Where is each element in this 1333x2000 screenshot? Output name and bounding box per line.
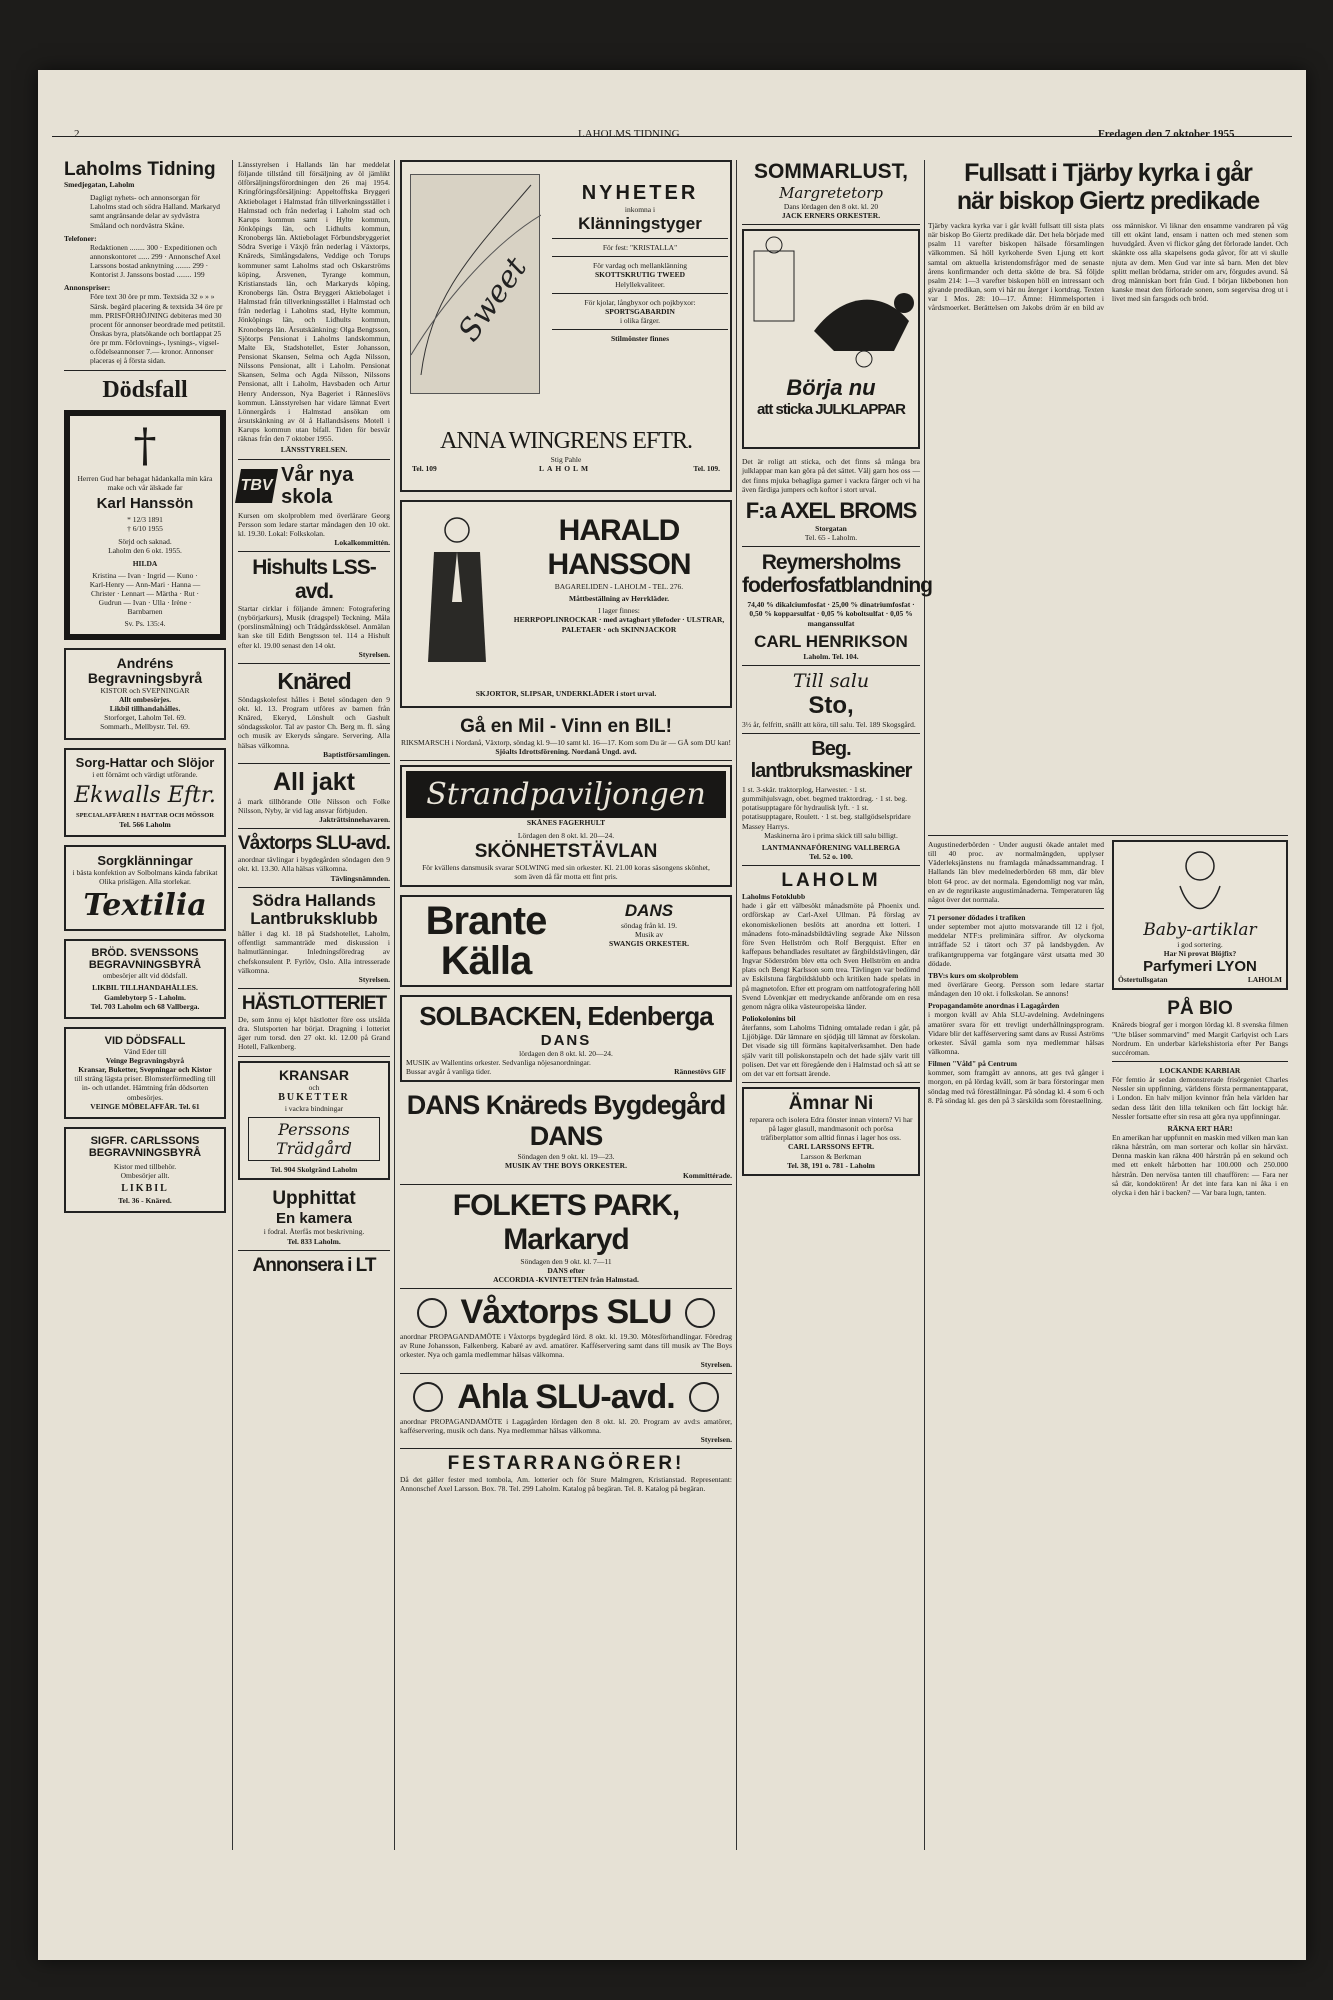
svg-text:Sweet: Sweet — [451, 251, 535, 348]
solbacken-ad — [400, 995, 732, 1082]
kransar-line: KRANSAR — [279, 1066, 349, 1083]
laholm-heading: LAHOLM — [781, 870, 881, 892]
nyheter-skotsk: SKOTTSKRUTIG TWEED — [594, 270, 686, 280]
fotoklubb-text: hade i går ett välbesökt månadsmöte på Phoenix und. ordförskap av Carl-Axel Ullman. På förslag av ekonomiskelionen beslöts att anordna ett lotteri. I månadens foto-månadsbildtävling segrade Åke Nilsson före Sven Hellström och Rolf Bergquist. Efter en kaffepaus behandlades resultatet av färgbildstävlingen, där Ingvar Söderström blev etta och Sven Hellström en andra plats och Bengt Karlsson som trea. Tävlingen var bedömd av Eskilstuna färgbildsklubb och kritiken hade spelats in på magnetofon. Efter ett program om nattfotografering höll Svend Lövenkjær ett medryckande anförande om en resa genom några olika västeuropeiska länder. — [742, 901, 920, 1011]
film-brief-text: kommer, som framgått av annons, att ges två gånger i morgon, en på lördag kväll, som är bara förstoringar men söndag med två föreställningar. På söndag kl. 4 som 6 och 8. På söndag kl. ges den på 3 särskilda som förestaellning. — [928, 1068, 1104, 1105]
hishults-text: Startar cirklar i följande ämnen: Fotografering (nybörjarkurs), Musik (dragspel) Teckning. Måla (porslinsmålning) och Trädgårdsskötsel. Anmälan kan ske till Edith Bengtsson tel. 114 a Hishult efter kl. 19.00 senast den 14 okt. — [238, 604, 390, 650]
amnar-ni-title: Ämnar Ni — [788, 1092, 874, 1114]
vaxtorps-avd-title: Våxtorps SLU-avd. — [238, 833, 390, 855]
reymersholms-title: Reymersholms foderfosfatblandning — [742, 551, 932, 598]
lyon-store: Parfymeri LYON — [1143, 958, 1257, 976]
vaxtorps-avd-text: anordnar tävlingar i bygdegården söndagen den 9 okt. kl. 13.30. Alla hälsas välkomna. — [238, 855, 390, 874]
ad-carlssons-line: Ombesörjer allt. — [120, 1170, 170, 1180]
strandpaviljongen-title: SKÖNHETSTÄVLAN — [474, 840, 658, 862]
upphittat-tel: Tel. 833 Laholm. — [287, 1236, 341, 1246]
sommarlust-dans: Dans lördagen den 8 okt. kl. 20 — [783, 202, 879, 211]
nyheter-helylle: Helyllekvaliteer. — [615, 279, 665, 289]
nyheter-ad — [400, 160, 732, 492]
reymersholms-ad — [742, 551, 932, 661]
sommarlust-sub: Margretetorp — [779, 184, 883, 202]
hastlotteriet-title: HÄSTLOTTERIET — [241, 992, 387, 1014]
brante-kalla-when: söndag från kl. 19. — [620, 920, 678, 930]
festarrangorer-text: Då det gäller fester med tombola, Am. lotterier och för Sture Malmgren, Kristianstad. Representant: Annonschef Axel Larsson. Box. 78. Tel. 299 Laholm. Katalog på begäran. Tel. 8. Katalog på begäran. — [400, 1475, 732, 1494]
paper-name: LAHOLMS TIDNING — [578, 128, 680, 140]
sodra-title: Södra Hallands Lantbruksklubb — [250, 890, 378, 929]
strandpaviljongen-logo: Strandpaviljongen — [406, 771, 726, 818]
slu-emblem-icon — [417, 1298, 447, 1328]
sommarlust-band: JACK ERNERS ORKESTER. — [781, 211, 881, 221]
column-rule — [232, 160, 233, 1850]
solbacken-signature: Rännestövs GIF — [674, 1067, 726, 1077]
kransar-line: i vackra bindningar — [284, 1104, 344, 1114]
festarrangorer-ad — [400, 1453, 732, 1493]
tbv-logo-icon: TBV — [235, 469, 278, 503]
riksmarsch-signature: Sjöalts Idrottsförening. Nordanå Ungd. avd. — [495, 747, 637, 757]
lyon-address: Östertullsgatan — [1118, 975, 1168, 985]
column-rule — [736, 160, 737, 1850]
amnar-ni-tel: Tel. 38, 191 o. 781 - Laholm — [787, 1160, 875, 1170]
family-list: Kristina — Ivan · Ingrid — Kuno · Karl-Henry — Ann-Mari · Hanna — Christer · Lennart — Märtha · Rut · Gudrun — Ivan · Ulla · Irène · Barnbarnen — [89, 570, 201, 617]
column-1 — [64, 160, 226, 1221]
propaganda-brief-title: Propagandamöte anordnas i Lagagården — [928, 1001, 1060, 1011]
axel-broms-addr: Storgatan — [815, 523, 847, 533]
giertz-article: Tjärby vackra kyrka var i går kväll fullsatt till sista plats när biskop Bo Giertz predikade där. Det hela började med psalm 11 varefter biskopen hälsade församlingen välkommen. Så höll kyrkoherde Sven Ljung ett kort samtal om aktuella kristendomsfrågor med de senaste årens konfirmander och detta skötte de bra. Så följde psalm 214: 1—3 varefter biskopen höll en intressant och givande predikan, som vi här nu återger i kortdrag. Texten var 1 Mos. 28: 10—17. Ämne: Himmelsporten i vårdsmoerket. Berättelsen om Jakobs dröm är en bild av oss människor. Vi liknar den ensamme vandraren på väg till ett okänt land, ensam i natten och med stenen som huvudgård. Även vi flickor gång det förlorade landet. Och skänkte oss alla skapelsens goda gåvor, för att vi skulle njuta av dem. Men Gud var inte så barn. Men det blev splitt mellan brödarna, strider om arv, förgudes avund. Så drog människan bort från Gud. I början likbebonen hon kanske meat den förlorade sonen, som segervisa drog ut i livet med sin farsgods och bröd. — [928, 221, 1288, 313]
alljakt-title: All jakt — [273, 767, 355, 796]
knareds-bygdegard-music: MUSIK AV THE BOYS ORKESTER. — [505, 1161, 627, 1171]
ad-andrens-line: Likbil tillhandahålles. — [109, 704, 181, 714]
ad-svenssons — [64, 939, 226, 1019]
died-date: † 6/10 1955 — [127, 524, 163, 534]
tbv-brief-text: med överlärare Georg. Persson som ledare startar måndagen den 10 okt. i folkskolan. Se annons! — [928, 979, 1104, 999]
column-4 — [742, 160, 932, 1184]
ad-svenssons-line: LIKBIL TILLHANDAHÅLLES. — [92, 983, 198, 993]
axel-broms-title: F:a AXEL BROMS — [745, 497, 917, 523]
tbv-brief-title: TBV:s kurs om skolproblem — [928, 970, 1019, 980]
ad-sorghattar-line: i ett förnämt och värdigt utförande. — [92, 769, 198, 779]
pabio-title: PÅ BIO — [1167, 998, 1233, 1020]
prices-label: Annonspriser: — [64, 283, 111, 293]
harald-hansson-footer: SKJORTOR, SLIPSAR, UNDERKLÄDER i stort urval. — [475, 688, 657, 698]
header-rule — [52, 136, 1292, 137]
anna-wingrens-tel: Tel. 109. — [693, 464, 720, 474]
ad-veinge-line: Veinge Begravningsbyrå — [105, 1056, 185, 1065]
ad-andrens-name: Andréns Begravningsbyrå — [87, 655, 203, 687]
ad-andrens-line: Sommarh., Mellbystr. Tel. 69. — [100, 722, 190, 732]
ad-svenssons-line: Tel. 703 Laholm och 68 Vallberga. — [90, 1001, 200, 1011]
solbacken-title: SOLBACKEN, Edenberga — [419, 1000, 713, 1031]
traffic-deaths-title: 71 personer dödades i trafiken — [928, 912, 1026, 922]
brante-kalla-ad — [400, 895, 732, 987]
baby-ad — [1112, 840, 1288, 990]
slu-emblem-icon — [413, 1382, 443, 1412]
news-briefs-left — [928, 840, 1104, 1197]
fotoklubb-title: Laholms Fotoklubb — [742, 892, 806, 902]
main-headline-2: när biskop Giertz predikade — [956, 186, 1260, 215]
ad-svenssons-name: BRÖD. SVENSSONS BEGRAVNINGSBYRÅ — [88, 947, 202, 972]
harald-hansson-title: HARALD HANSSON — [547, 514, 691, 581]
amnar-ni-owner: Larsson & Berkman — [800, 1151, 862, 1161]
traffic-deaths-text: under september mot ajutto motsvarande till 12 i fjol, meddelar NTF:s preliminära siffror. Av olyckorna inträffade 52 i tätort och 37 på landsbygden. Av trafikantgrupperna var fotgängare värst utsatta med 30 dödade. — [928, 922, 1104, 968]
ekwalls-logo: Ekwalls Eftr. — [74, 782, 216, 808]
knareds-bygdegard-title: DANS Knäreds Bygdegård DANS — [406, 1090, 726, 1152]
nyheter-sports: SPORTSGABARDIN — [605, 306, 675, 316]
nyheter-title: NYHETER — [581, 182, 699, 204]
ad-svenssons-line: Gamlebytorp 5 - Laholm. — [104, 992, 186, 1002]
lyon-city: LAHOLM — [1247, 975, 1282, 985]
ahla-slu-signature: Styrelsen. — [700, 1434, 732, 1444]
amnar-ni-ad — [742, 1087, 920, 1176]
anna-wingrens-owner: Stig Pahle — [550, 455, 582, 464]
paper-title: Laholms Tidning — [64, 159, 216, 180]
ad-sorghattar — [64, 748, 226, 838]
prices-text: Före text 30 öre pr mm. Textsida 32 » » » Särsk. begärd placering & textsida 34 öre pr mm. PRISFÖRHÖJNING debiteras med 30 procent för annonser beordrade med petitstil. Önskas byra, platsökande och bortlappat 25 öre pr mm. Förlovnings-, lysnings-, vigsel- o.födelseannonser 7.— kronor. Annonser placeras ej å första sidan. — [90, 292, 225, 366]
obituary-heading: Dödsfall — [102, 376, 188, 403]
nyheter-stilmonster: Stilmönster finnes — [611, 334, 669, 344]
death-notice — [64, 410, 226, 641]
ad-andrens — [64, 648, 226, 739]
deceased-name: Karl Hanssön — [96, 494, 194, 512]
propaganda-brief-text: i morgon kväll av Ahla SLU-avdelning. Avdelningens amatörer svara för ett trevligt underhållningsprogram. Vidare blir det kafféservering samt dans av Russi Aströms orkester. Såväl gamla som nya medlemmar hälsas välkomna. — [928, 1010, 1104, 1056]
baby-question: Har Ni provat Blöjfix? — [1163, 949, 1237, 959]
baby-icon — [1140, 846, 1260, 916]
folkets-park-ad — [400, 1189, 732, 1284]
anna-wingrens-tel: Tel. 109 — [412, 464, 437, 474]
ad-sorgklanningar-line: Olika prislägen. Alla storlekar. — [99, 877, 191, 887]
cross-icon: † — [133, 417, 157, 472]
kransar-line: och — [308, 1082, 320, 1092]
riksmarsch-title: Gå en Mil - Vinn en BIL! — [460, 716, 672, 737]
strandpaviljongen-sub: SKÅNES FAGERHULT — [526, 818, 606, 828]
tbv-text: Kursen om skolproblem med överlärare Georg Persson som ledare startar måndagen den 10 okt. kl. 19.30. Lokal: Folkskolan. — [238, 510, 390, 538]
harald-hansson-items: HERRPOPLINROCKAR · med avtagbart yllefoder · ULSTRAR, PALETAER · och SKINNJACKOR — [513, 615, 725, 634]
menswear-figure-icon — [412, 512, 502, 672]
ad-sorgklanningar-name: Sorgklänningar — [97, 853, 193, 869]
brante-kalla-musik: Musik av — [634, 929, 664, 939]
news-briefs-right — [1112, 840, 1288, 1197]
slu-emblem-icon — [685, 1298, 715, 1328]
page-number: 2 — [74, 128, 80, 140]
ad-veinge-line: till sträng lägsta priser. Blomsterförmedling till in- och utlandet. Hämtning från dödsorten ombesörjes. — [74, 1074, 216, 1102]
column-5 — [928, 160, 1288, 1197]
folkets-park-date: Söndagen den 9 okt. kl. 7—11 — [520, 1256, 612, 1266]
ad-sorgklanningar — [64, 845, 226, 931]
vaxtorps-avd-signature: Tävlingsnämnden. — [330, 873, 390, 883]
sodra-text: håller i dag kl. 18 på Stadshotellet, Laholm, offentligt sammanträde med diskussion i halmutlänningar. Inledningsföredrag av chefskonsulent P. Fyrlöv, Oslo. Alla intresserade välkomna. — [238, 929, 390, 975]
widow-name: HILDA — [132, 559, 158, 569]
vaxtorps-slu-ad — [400, 1293, 732, 1369]
paper-address: Smedjegatan, Laholm — [64, 179, 135, 189]
ad-carlssons-line: Tel. 36 - Knäred. — [118, 1195, 172, 1205]
brante-kalla-band: SWANGIS ORKESTER. — [608, 939, 690, 949]
rakna-title: RÄKNA ERT HÅR! — [1167, 1123, 1233, 1133]
solbacken-dans: DANS — [540, 1031, 592, 1049]
column-2 — [238, 160, 390, 1277]
ad-svenssons-line: ombesörjer allt vid dödsfall. — [102, 971, 188, 981]
sorrow-line: Sörjd och saknad. — [118, 537, 172, 547]
sommarlust-ad — [742, 160, 920, 220]
ad-sorgklanningar-line: i bästa konfektion av Solbolmans kända fabrikat — [72, 868, 218, 878]
knitting-cat-icon — [744, 231, 918, 371]
sto-title: Sto, — [808, 691, 854, 719]
annonsera-banner: Annonsera i LT — [252, 1254, 376, 1276]
knared-text: Söndagskolefest hålles i Betel söndagen den 9 okt. kl. 13. Program utföres av barnen från Knäred, Ekeryd, Lönshult och Gashult söndagsskolor. Tal av pastor Ch. Berg m. fl. sång och musik av Ekeryds sångare. Servering. Alla hälsas välkomna. — [238, 694, 390, 750]
sto-text: 3½ år, felfritt, snällt att köra, till salu. Tel. 189 Skogsgård. — [742, 719, 916, 729]
column-3 — [400, 160, 732, 1493]
fabric-illustration — [410, 174, 540, 394]
riksmarsch-text: RIKSMARSCH i Nordanå, Växtorp, söndag kl. 9—10 samt kl. 16—17. Kom som Du är — GÅ som DU kan! — [400, 738, 732, 747]
folkets-park-band: ACCORDIA -KVINTETTEN från Halmstad. — [493, 1274, 639, 1284]
nyheter-vardag: För vardag och mellanklänning — [593, 261, 687, 271]
karbiar-title: LOCKANDE KARBIAR — [1159, 1065, 1241, 1075]
phones-list: Redaktionen ........ 300 · Expeditionen och annonskontoret ...... 299 · Annonschef Axel Larssons bostad anknytning ........ 299 · Kontorist J. Janssons bostad ........ 199 — [90, 242, 221, 280]
upphittat-item: En kamera — [276, 1210, 352, 1228]
polio-title: Poliokolonins bil — [742, 1013, 796, 1023]
brante-kalla-dans: DANS — [624, 900, 674, 920]
lantmannaforening-tel: Tel. 52 o. 100. — [809, 852, 853, 861]
knitting-ad — [742, 229, 920, 449]
phones-label: Telefoner: — [64, 233, 97, 243]
solbacken-musik: MUSIK av Wallentins orkester. Sedvanliga nöjesanordningar. — [406, 1057, 591, 1067]
folkets-park-title: FOLKETS PARK, Markaryd — [452, 1188, 680, 1256]
till-salu-title: Till salu — [792, 669, 870, 692]
harald-hansson-address: BAGARELIDEN - LAHOLM - TEL. 276. — [554, 582, 684, 591]
carl-henrikson-title: CARL HENRIKSON — [754, 631, 908, 651]
ad-carlssons-line: Kistor med tillbehör. — [113, 1161, 177, 1171]
lantbruksmaskiner-note: Maskinerna äro i prima skick till salu billigt. — [764, 830, 898, 840]
nyheter-sub: inkomna i — [624, 205, 656, 214]
knareds-bygdegard-ad — [400, 1090, 732, 1179]
polio-text: återfanns, som Laholms Tidning omtalade redan i går, på Ljjöbjäge. Där lämnare en sjödjäg till lämnat av förskolan. Det visade sig till förmäns kapitalverksamhet. Den hade själv varit till poliskonstapeln och det hade själv varit till polisen. Det var ett föregående den i Halmstad och så att se om det var ett fortsatt ärende. — [742, 1023, 920, 1078]
license-notice: Länsstyrelsen i Hallands län har meddelat följande tillstånd till försäljning av öl jämlikt ölförsäljningsförordningen den 26 maj 1954. Kringföringsförsäljning: Appeltofftska Bryggeri Aktiebolaget i Halmstad från tillverkningsstället i Halmstad och från nederlag i Laholm stad och Karups kommun samt i Hylte kommun, Jönköpings län, och Lidhults kommun, Kronobergs län. Aktiebolaget Förbundsbryggeriet Södra Sverige i Växjö från nederlag i Växtorps, Knäreds, Simlångsdalens, Veddige och Torups kommuner samt Laholms stad och Oskarströms köping, Årsvenen, Tyrange kommun, Kristianstads län, och Markaryds köping, Kronobergs län. Östra Bryggeri Aktiebolaget i Halmstad från tillverkningsstället i Halmstad och från nederlag i Laholms stad, Hylte kommun, Jönköpings län, och Lidhults kommun, Kronobergs län. Årsutskänkning: Olga Bengtsson, Sjötorps Pensionat i Laholms landskommun, Malte Ek, Stadshotellet, Ester Johansson, Pensionat Skansen, Selma och Agda Nilsson, Nilssons Pensionat, allt i Laholm. Pensionat Skansen, Selma och Agda Nilsson, Nilssons Pensionat, allt i Laholm, Havsbaden och Artur Henry Andersson, Nya Bageriet i Ränneslövs kommun. Länsstyrelsen har vidare lämnat Evert Lönnergårds i Halmstad ansökan om årsutskänkning av öl å Hallandsåsens Motell i Karups kommun utan bifall. Tiden för besvär räknas från den 7 oktober 1955. — [238, 160, 390, 444]
ad-carlssons-name: SIGFR. CARLSSONS BEGRAVNINGSBYRÅ — [88, 1134, 202, 1159]
amnar-ni-text: reparera och isolera Edra fönster innan vintern? Vi har på lager glasull, mandmasonit och porösa träfiberplattor som alltid finnas i lager hos oss. — [749, 1114, 913, 1143]
harald-hansson-lager: I lager finnes: — [598, 606, 640, 616]
pabio-text: Knäreds biograf ger i morgon lördag kl. 8 svenska filmen "Ute blåser sommarvind" med Margit Carlqvist och Lars Nordrum. En underbar kärlekshistoria efter Per Bangs succéroman. — [1112, 1020, 1288, 1057]
ad-veinge-line: Kransar, Buketter, Svepningar och Kistor — [78, 1065, 212, 1075]
kransar-line: Tel. 904 Skolgränd Laholm — [270, 1165, 358, 1175]
vaxtorps-slu-text: anordnar PROPAGANDAMÖTE i Våxtorps bygdegård lörd. 8 okt. kl. 19.30. Mötesförhandlingar. Föredrag av Rune Johansson, Falkenberg. Kabaré av avd. amatörer. Kafféservering samt dans till musik av The Boys orkester. Nya och gamla medlemmar hälsas välkomna. — [400, 1332, 732, 1360]
column-rule — [924, 160, 925, 1850]
borja-sub: att sticka JULKLAPPAR — [757, 401, 905, 419]
ad-andrens-line: Allt ombesörjes. — [118, 694, 172, 704]
ad-veinge-line: Vänd Eder till — [123, 1046, 167, 1056]
tbv-ad — [238, 464, 390, 508]
tbv-title: Vår nya skola — [281, 463, 354, 508]
karbiar-text: För femtio år sedan demonstrerade frisörgeniet Charles Nessler sin uppfinning, världens första permanentapparat, i London. En halv miljon kvinnor från hela världen har sedan dess låtit den lilla tekniken och fått lockigt hår. Nessler fortsatte efter sin resa att göra nya uppfinningar. — [1112, 1075, 1288, 1121]
brante-kalla-title: Brante Källa — [425, 898, 547, 983]
knared-title: Knäred — [277, 667, 351, 694]
license-signature: LÄNSSTYRELSEN. — [280, 445, 348, 455]
knared-signature: Baptistförsamlingen. — [323, 749, 390, 759]
ahla-slu-text: anordnar PROPAGANDAMÖTE i Lagagården lördagen den 8 okt. kl. 20. Program av avd:s amatörer, kafféservering, musik och dans. Nya medlemmar hälsas välkomna. — [400, 1416, 732, 1435]
baby-sub: i god sortering. — [1177, 940, 1223, 949]
folkets-park-dans: DANS efter — [547, 1265, 585, 1275]
ad-veinge — [64, 1027, 226, 1119]
column-rule — [394, 160, 395, 1850]
lantbruksmaskiner-title: Beg. lantbruksmaskiner — [750, 738, 912, 783]
augusti-article: Augustinederbörden · Under augusti ökade antalet med till 40 proc. av normalmängden, upplyser Väderleksjänstens nu framlagda månadssammandrag. I Hallands län blev medelnederbörden 68 mm, där blev blott 64 proc. av det normala. Egendomligt nog var mån, en av de regnrikaste augustimånaderna. Temperaturen låg något över det normala. — [928, 840, 1104, 904]
psalm-ref: Sv. Ps. 135:4. — [124, 619, 166, 629]
kransar-ad — [238, 1061, 390, 1181]
vaxtorps-slu-title: Våxtorps SLU — [460, 1293, 672, 1332]
anna-wingrens-city: LAHOLM — [538, 464, 592, 474]
rakna-text: En amerikan har uppfunnit en maskin med vilken man kan räkna hårstrån, om man sorterar och kollar sin hårväxt. Denna maskin kan räkna 400 hårstrån på en sekund och med ett enkelt hårbotten har 100.000 och 250.000 hårstrån. Den nervösa tanten till chauffören: — Fara ner så där, kondoktören! Är det inte fara kan ni åka i en olycka i den här i backen? — Var bara lugn, tanten. — [1112, 1132, 1288, 1197]
borja-text: Det är roligt att sticka, och det finns så många bra julklappar man kan göra på det sättet. Välj garn hos oss — det finns mjuka behagliga garner i vackra färger och vi ha även färdiga jumpers och koftor i stort urval. — [742, 457, 920, 494]
knareds-bygdegard-signature: Kommittérade. — [683, 1170, 732, 1180]
borja-title: Börja nu — [786, 375, 876, 401]
hishults-signature: Styrelsen. — [358, 649, 390, 659]
born-date: * 12/3 1891 — [127, 514, 163, 524]
reymersholms-rows: 74,40 % dikalciumfosfat · 25,00 % dinatriumfosfat · 0,50 % kopparsulfat · 0,05 % koboltsulfat · 0,05 % manganssulfat — [747, 600, 915, 628]
ahla-slu-ad — [400, 1378, 732, 1444]
lantmannaforening-name: LANTMANNAFÖRENING VALLBERGA — [761, 842, 901, 852]
issue-date: Fredagen den 7 oktober 1955 — [1098, 128, 1235, 140]
hishults-title: Hishults LSS-avd. — [252, 556, 376, 604]
ad-sorghattar-name: Sorg-Hattar och Slöjor — [75, 754, 215, 770]
sommarlust-title: SOMMARLUST, — [754, 160, 908, 183]
ad-sorghattar-line: SPECIALAFFÄREN I HATTAR OCH MÖSSOR — [75, 811, 215, 819]
place-date: Laholm den 6 okt. 1955. — [108, 546, 182, 556]
carl-henrikson-tel: Laholm. Tel. 104. — [803, 651, 859, 661]
death-verse: Herren Gud har behagat hädankalla min kära make och vår älskade far — [77, 473, 213, 492]
textilia-logo: Textilia — [83, 888, 207, 924]
ad-andrens-line: KISTOR och SVEPNINGAR — [100, 685, 190, 695]
nyheter-colors: i olika färger. — [619, 315, 661, 325]
tbv-signature: Lokalkommittén. — [334, 537, 390, 547]
strandpaviljongen-date: Lördagen den 8 okt. kl. 20—24. — [517, 831, 615, 841]
slu-emblem-icon — [689, 1382, 719, 1412]
strandpaviljongen-text: För kvällens dansmusik svarar SOLWING med sin orkester. Kl. 21.00 koras säsongens skönhet, som även då får motta ett fint pris. — [422, 862, 710, 881]
festarrangorer-title: FESTARRANGÖRER! — [447, 1453, 685, 1475]
sodra-signature: Styrelsen. — [358, 974, 390, 984]
lantbruksmaskiner-items: 1 st. 3-skär. traktorplog, Harwester. · 1 st. gummihjulsvagn, obet. begmed traktordrag. · 1 st. beg. potatisupptagare för hydraulisk lyft. · 1 st. potatisupptagare, Roulett. · 1 st. beg. stallgödselspridare Massey Harrys. — [742, 785, 911, 831]
vaxtorps-slu-signature: Styrelsen. — [700, 1359, 732, 1369]
film-brief-title: Filmen "Våld" på Centrum — [928, 1059, 1017, 1069]
harald-hansson-matt: Måttbeställning av Herrkläder. — [569, 594, 669, 604]
ad-veinge-line: VEINGE MÖBELAFFÄR. Tel. 61 — [90, 1101, 200, 1111]
ad-sorghattar-line: Tel. 566 Laholm — [119, 819, 171, 829]
upphittat-title: Upphittat — [272, 1188, 356, 1210]
kransar-line: BUKETTER — [278, 1091, 350, 1103]
alljakt-text: å mark tillhörande Olle Nilsson och Folke Nilsson, Nyby, är vid lag ansvar förbjuden. — [238, 796, 390, 816]
nyheter-klanningstyger: Klänningstyger — [578, 214, 702, 234]
hastlotteriet-text: De, som ännu ej köpt hästlotter före oss utsålda dra. Slutsporten har börjat. Dragning i lotteriet äger rum torsd. den 27 okt. kl. 12.00 på Grand Hotell, Falkenberg. — [238, 1014, 390, 1052]
paper-intro: Dagligt nyhets- och annonsorgan för Laholms stad och södra Halland. Markaryd samt angränsande delar av sydvästra Småland och nordvästra Skåne. — [90, 193, 220, 230]
ad-carlssons-line: LIKBIL — [121, 1183, 169, 1195]
knareds-bygdegard-date: Söndagen den 9 okt. kl. 19—23. — [517, 1152, 615, 1162]
alljakt-signature: Jakträttsinnehavaren. — [319, 815, 390, 825]
main-headline: Fullsatt i Tjärby kyrka i går — [964, 159, 1252, 187]
solbacken-date: lördagen den 8 okt. kl. 20—24. — [519, 1048, 613, 1058]
ahla-slu-title: Ahla SLU-avd. — [457, 1377, 675, 1416]
strandpaviljongen-ad — [400, 765, 732, 887]
harald-hansson-ad — [400, 500, 732, 708]
solbacken-bus: Bussar avgår å vanliga tider. — [406, 1067, 492, 1077]
riksmarsch-ad — [400, 716, 732, 756]
ad-carlssons — [64, 1127, 226, 1213]
ad-veinge-name: VID DÖDSFALL — [104, 1034, 186, 1047]
nyheter-fest: För fest: "KRISTALLA" — [602, 243, 678, 253]
ad-andrens-line: Storforget, Laholm Tel. 69. — [104, 713, 186, 723]
nyheter-kjolar: För kjolar, långbyxor och pojkbyxor: — [584, 297, 696, 307]
axel-broms-tel: Tel. 65 - Laholm. — [804, 532, 858, 542]
fabric-swatch-icon — [411, 175, 541, 395]
anna-wingrens-name: ANNA WINGRENS EFTR. — [440, 428, 692, 454]
baby-title: Baby-artiklar — [1143, 920, 1257, 940]
amnar-ni-store: CARL LARSSONS EFTR. — [787, 1142, 875, 1152]
perssons-logo: Perssons Trädgård — [248, 1117, 380, 1161]
upphittat-text: i fodral. Återfås mot beskrivning. — [263, 1227, 365, 1237]
